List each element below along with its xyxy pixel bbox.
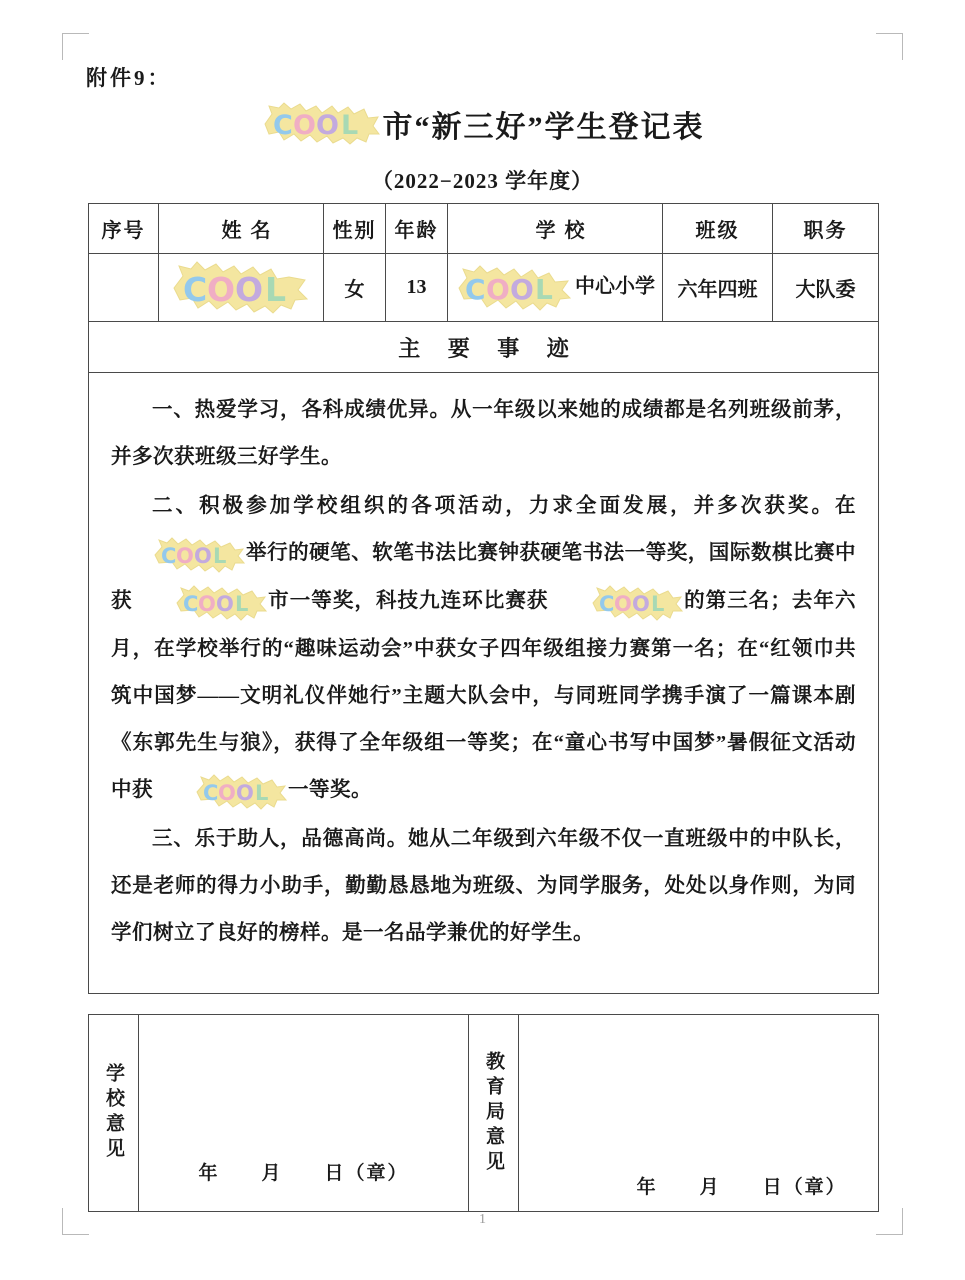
opinions-table: [88, 1014, 879, 1212]
svg-text:O: O: [194, 544, 213, 569]
bureau-opinion-label: 教育局意见: [483, 1050, 504, 1176]
svg-text:L: L: [340, 110, 360, 141]
cool-redaction-sticker-name: [171, 260, 311, 316]
svg-text:C: C: [598, 591, 615, 616]
svg-text:L: L: [213, 544, 227, 569]
student-registration-table: [88, 203, 879, 994]
cell-position: 大队委: [773, 254, 879, 322]
svg-text:C: C: [161, 544, 177, 569]
deeds-p2-part-b: 举行的硬笔、软笔书法比赛钟获硬笔书法一等奖，国际数棋比赛中获: [111, 542, 856, 612]
svg-text:C: C: [203, 780, 219, 805]
page-title-text: 市“新三好”学生登记表: [382, 111, 705, 144]
bureau-opinion-area[interactable]: [519, 1015, 879, 1212]
cell-gender: 女: [324, 254, 386, 322]
cool-sticker-graphic-school: [456, 264, 574, 312]
cell-index: [89, 254, 159, 322]
cell-school: [448, 254, 663, 322]
svg-text:O: O: [613, 591, 632, 616]
bureau-opinion-label-cell: [469, 1015, 519, 1212]
page-title: [0, 101, 965, 147]
svg-text:O: O: [235, 269, 264, 309]
deeds-content: [89, 373, 878, 957]
school-opinion-label: 学校意见: [103, 1063, 124, 1163]
svg-text:O: O: [236, 780, 255, 805]
header-index: 序号: [89, 204, 159, 254]
deeds-p2-part-a: 二、积极参加学校组织的各项活动，力求全面发展，并多次获奖。在: [152, 495, 856, 517]
cool-redaction-sticker-p2a: [112, 531, 245, 578]
cool-redaction-sticker-p2b: [134, 579, 267, 626]
cool-redaction-sticker-title: [262, 101, 382, 147]
deeds-body-row: [89, 373, 879, 994]
bureau-opinion-date-line: 年 月 日（章）: [636, 1177, 847, 1198]
svg-text:C: C: [182, 591, 199, 616]
header-name: 姓 名: [159, 204, 324, 254]
cell-name: [159, 254, 324, 322]
header-age: 年龄: [386, 204, 448, 254]
svg-text:L: L: [265, 269, 287, 309]
deeds-p2-part-e: 一等奖。: [288, 778, 372, 801]
header-class: 班级: [663, 204, 773, 254]
opinions-row: [89, 1015, 879, 1212]
cool-redaction-sticker-p2c: [550, 579, 683, 626]
deeds-paragraph-three: 三、乐于助人，品德高尚。她从二年级到六年级不仅一直班级中的中队长，还是老师的得力小助手，勤勤恳恳地为班级、为同学服务，处处以身作则，为同学们树立了良好的榜样。是一名品学兼优的好学生。: [111, 828, 856, 945]
school-opinion-label-cell: [89, 1015, 139, 1212]
header-gender: 性别: [324, 204, 386, 254]
svg-text:C: C: [272, 110, 295, 141]
svg-text:L: L: [650, 591, 665, 616]
deeds-heading-row: [89, 322, 879, 373]
svg-text:L: L: [255, 780, 269, 805]
svg-text:O: O: [486, 272, 510, 306]
school-opinion-date-line: 年 月 日（章）: [198, 1163, 409, 1184]
svg-text:O: O: [510, 272, 534, 306]
header-school: 学 校: [448, 204, 663, 254]
cool-redaction-sticker-school: [456, 264, 574, 312]
svg-text:O: O: [218, 780, 237, 805]
attachment-label: 附件9：: [86, 66, 172, 90]
svg-text:O: O: [215, 591, 234, 616]
svg-text:O: O: [315, 110, 341, 141]
deeds-paragraph-two: [111, 483, 856, 814]
svg-text:O: O: [197, 591, 216, 616]
svg-text:L: L: [234, 591, 249, 616]
cell-school-text: 中心小学: [575, 275, 655, 298]
school-opinion-area[interactable]: [139, 1015, 469, 1212]
svg-text:C: C: [465, 272, 486, 306]
svg-text:L: L: [535, 272, 553, 306]
cell-age: 13: [386, 254, 448, 322]
cell-class: 六年四班: [663, 254, 773, 322]
deeds-p2-part-d: 的第三名；去年六月，在学校举行的“趣味运动会”中获女子四年级组接力赛第一名；在“红领巾共筑中国梦——文明礼仪伴她行”主题大队会中，与同班同学携手演了一篇课本剧《东郭先生与狼》，获得了全年级组一等奖；在“童心书写中国梦”暑假征文活动中获: [111, 589, 857, 801]
svg-text:O: O: [176, 544, 195, 569]
svg-text:O: O: [207, 269, 236, 309]
page-subtitle: （2022−2023 学年度）: [371, 169, 594, 193]
deeds-paragraph-one: 一、热爱学习，各科成绩优异。从一年级以来她的成绩都是名列班级前茅，并多次获班级三好学生。: [111, 399, 856, 468]
deeds-p2-part-c: 市一等奖，科技九连环比赛获: [267, 589, 549, 612]
table-header-row: [89, 204, 879, 254]
svg-text:O: O: [631, 591, 650, 616]
cool-sticker-graphic: [262, 101, 382, 147]
page-number: 1: [479, 1212, 486, 1227]
header-position: 职务: [773, 204, 879, 254]
svg-text:C: C: [183, 269, 208, 309]
deeds-heading: 主 要 事 迹: [89, 322, 879, 373]
table-data-row: [89, 254, 879, 322]
svg-text:O: O: [292, 110, 318, 141]
cool-redaction-sticker-p2d: [154, 767, 287, 814]
